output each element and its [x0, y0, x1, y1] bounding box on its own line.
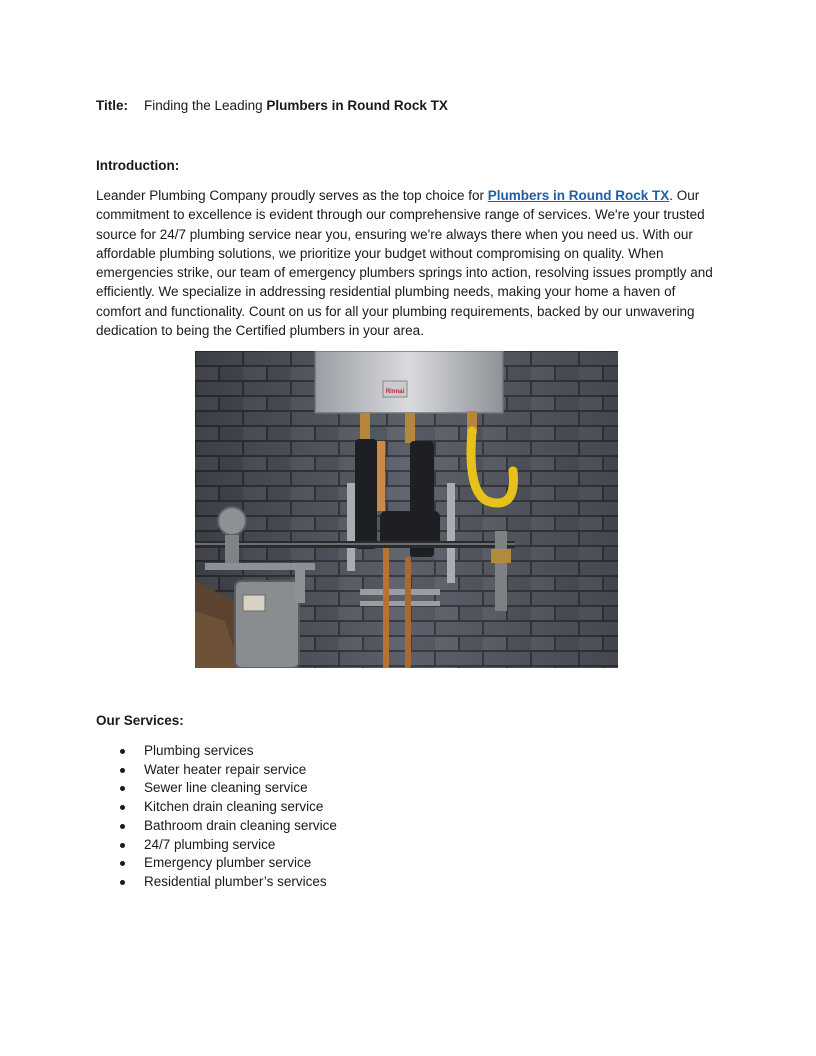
list-item: Emergency plumber service — [120, 854, 337, 873]
list-item: Kitchen drain cleaning service — [120, 798, 337, 817]
title-prefix: Finding the Leading — [144, 98, 267, 113]
services-heading: Our Services: — [96, 713, 184, 728]
title-line — [96, 97, 448, 115]
title-label: Title: — [96, 98, 129, 113]
rinnai-logo-text: Rinnai — [385, 389, 405, 395]
plumbers-round-rock-link[interactable]: Plumbers in Round Rock TX — [487, 188, 670, 203]
list-item: Water heater repair service — [120, 761, 337, 780]
title-bold: Plumbers in Round Rock TX — [266, 98, 448, 113]
intro-paragraph — [96, 186, 721, 340]
services-list — [120, 742, 337, 892]
intro-text-after-link: . Our commitment to excellence is evident through our comprehensive range of services. We're your trusted source for 24/7 plumbing service near you, ensuring we're always there when you need us. With our affordable plumbing solutions, we prioritize your budget without compromising on quality. When emergencies strike, our team of emergency plumbers springs into action, resolving issues promptly and efficiently. We specialize in addressing residential plumbing needs, making your home a haven of comfort and functionality. Count on us for all your plumbing requirements, backed by our unwavering dedication to being the Certified plumbers in your area. — [96, 188, 713, 339]
list-item: 24/7 plumbing service — [120, 836, 337, 855]
list-item: Residential plumber’s services — [120, 873, 337, 892]
water-heater-photo — [195, 351, 618, 668]
intro-heading: Introduction: — [96, 158, 180, 173]
list-item: Sewer line cleaning service — [120, 779, 337, 798]
intro-text-before-link: Leander Plumbing Company proudly serves as the top choice for — [96, 188, 488, 203]
list-item: Bathroom drain cleaning service — [120, 817, 337, 836]
list-item: Plumbing services — [120, 742, 337, 761]
